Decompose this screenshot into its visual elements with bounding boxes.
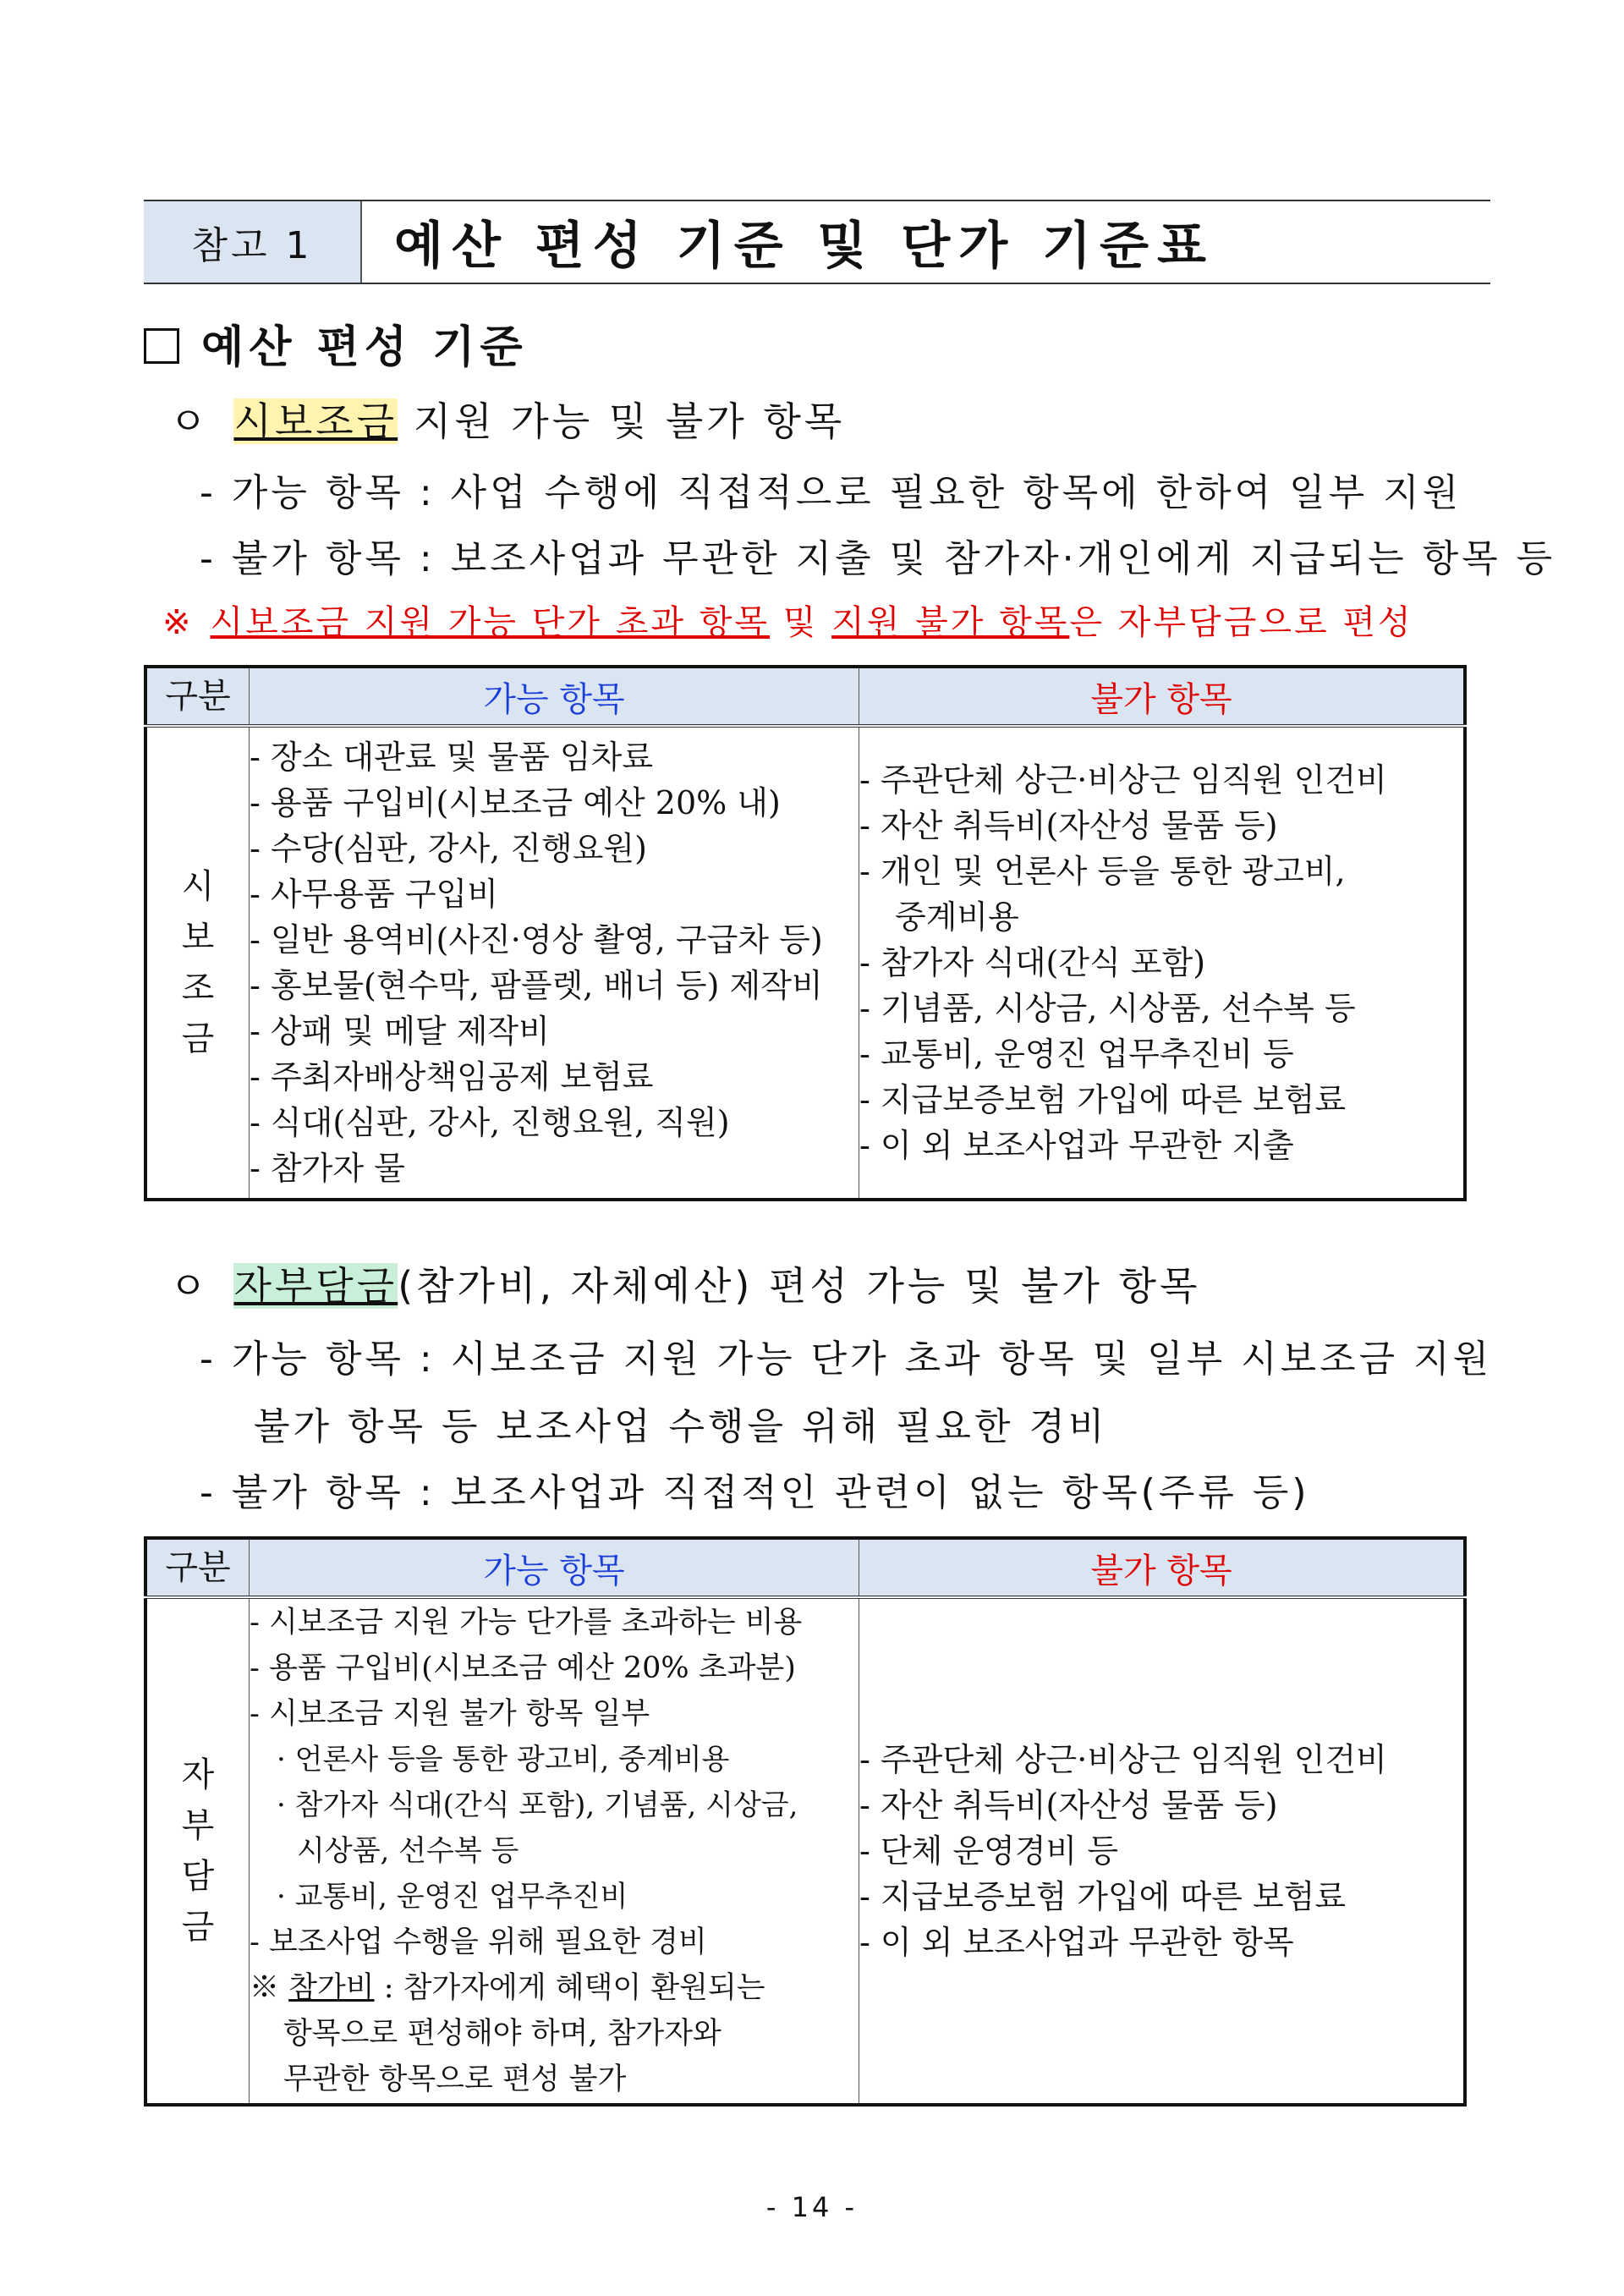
- list-item: - 상패 및 메달 제작비: [250, 1013, 550, 1050]
- part2-heading-highlight: 자부담금: [233, 1263, 398, 1309]
- part1-line2: - 불가 항목 : 보조사업과 무관한 지출 및 참가자·개인에게 지급되는 항목 등: [200, 537, 1556, 580]
- list-subitem: · 교통비, 운영진 업무추진비: [277, 1880, 628, 1914]
- table2-header-disallowed: 불가 항목: [859, 1538, 1466, 1597]
- table1-category: [145, 726, 250, 1200]
- category-char: 부: [181, 1806, 215, 1845]
- part1-heading-rest: 지원 가능 및 불가 항목: [398, 398, 846, 444]
- list-item: - 자산 취득비(자산성 물품 등): [859, 1787, 1278, 1824]
- list-item: - 참가자 식대(간식 포함): [859, 944, 1206, 981]
- checkbox-square-icon: [144, 328, 179, 364]
- section-title: [144, 311, 528, 375]
- circle-bullet-icon: ㅇ: [169, 398, 211, 444]
- list-item: - 용품 구입비(시보조금 예산 20% 초과분): [250, 1651, 796, 1685]
- category-char: 담: [181, 1857, 215, 1896]
- category-char: 금: [181, 1908, 215, 1947]
- list-item: - 자산 취득비(자산성 물품 등): [859, 807, 1278, 844]
- table2-disallowed-list: [859, 1597, 1466, 2105]
- list-item: - 개인 및 언론사 등을 통한 광고비,: [859, 853, 1346, 890]
- reference-mark-icon: ※: [162, 603, 194, 642]
- list-item: - 식대(심판, 강사, 진행요원, 직원): [250, 1104, 730, 1141]
- note-text-cont: 항목으로 편성해야 하며, 참가자와: [283, 2017, 721, 2051]
- reference-tag: 참고 1: [144, 201, 362, 283]
- list-item: - 지급보증보험 가입에 따른 보험료: [859, 1878, 1347, 1915]
- part2-line2: - 불가 항목 : 보조사업과 직접적인 관련이 없는 항목(주류 등): [200, 1471, 1310, 1514]
- list-subitem: · 참가자 식대(간식 포함), 기념품, 시상금,: [277, 1788, 798, 1822]
- part2-line1b: 불가 항목 등 보조사업 수행을 위해 필요한 경비: [254, 1405, 1108, 1448]
- table2-header-allowed: 가능 항목: [250, 1538, 859, 1597]
- note-underlined-2: 지원 불가 항목: [831, 603, 1070, 642]
- part2-heading-rest: (참가비, 자체예산) 편성 가능 및 불가 항목: [398, 1263, 1201, 1309]
- table2-allowed-list: [250, 1597, 859, 2105]
- list-item: - 사무용품 구입비: [250, 876, 498, 913]
- list-item: - 이 외 보조사업과 무관한 지출: [859, 1127, 1294, 1164]
- category-char: 금: [181, 1019, 215, 1058]
- list-item: - 용품 구입비(시보조금 예산 20% 내): [250, 784, 781, 821]
- participant-fee-note: [250, 1965, 859, 2011]
- note-underlined-1: 시보조금 지원 가능 단가 초과 항목: [210, 603, 771, 642]
- subsidy-items-table: [144, 665, 1467, 1201]
- note-label: 참가비: [288, 1971, 375, 2005]
- table1-allowed-list: [250, 726, 859, 1200]
- list-item: - 일반 용역비(사진·영상 촬영, 구급차 등): [250, 921, 823, 958]
- table2-category: [145, 1597, 250, 2105]
- list-item: - 장소 대관료 및 물품 임차료: [250, 739, 654, 776]
- note-rest: 은 자부담금으로 편성: [1069, 603, 1413, 642]
- self-funding-items-table: [144, 1536, 1467, 2106]
- category-char: 보: [181, 918, 215, 957]
- list-item: 중계비용: [895, 898, 1019, 936]
- list-item: - 시보조금 지원 가능 단가를 초과하는 비용: [250, 1606, 803, 1640]
- reference-mark-icon: ※: [250, 1971, 289, 2005]
- table1-header-allowed: 가능 항목: [250, 667, 859, 726]
- list-item: - 주최자배상책임공제 보험료: [250, 1058, 654, 1096]
- list-item: - 주관단체 상근·비상근 임직원 인건비: [859, 1741, 1387, 1778]
- list-item: - 교통비, 운영진 업무추진비 등: [859, 1035, 1294, 1073]
- part1-heading-highlight: 시보조금: [233, 398, 398, 444]
- list-subitem: 시상품, 선수복 등: [297, 1834, 519, 1868]
- list-item: - 보조사업 수행을 위해 필요한 경비: [250, 1925, 707, 1959]
- part1-line1: - 가능 항목 : 사업 수행에 직접적으로 필요한 항목에 한하여 일부 지원: [200, 471, 1462, 514]
- category-char: 조: [181, 969, 215, 1008]
- note-mid: 및: [770, 603, 832, 642]
- list-item: - 참가자 물: [250, 1150, 405, 1187]
- circle-bullet-icon: ㅇ: [169, 1263, 211, 1309]
- document-header: [144, 200, 1490, 284]
- table1-disallowed-list: [859, 726, 1466, 1200]
- category-char: 자: [181, 1755, 215, 1794]
- section-title-text: 예산 편성 기준: [201, 322, 528, 373]
- table1-header-disallowed: 불가 항목: [859, 667, 1466, 726]
- page-title: 예산 편성 기준 및 단가 기준표: [394, 217, 1215, 276]
- note-text-cont: 무관한 항목으로 편성 불가: [283, 2063, 627, 2096]
- list-item: - 홍보물(현수막, 팜플렛, 배너 등) 제작비: [250, 967, 823, 1004]
- part1-heading: [169, 391, 845, 447]
- list-item: - 시보조금 지원 불가 항목 일부: [250, 1697, 650, 1731]
- page-number: - 14 -: [765, 2191, 859, 2223]
- part2-line1: - 가능 항목 : 시보조금 지원 가능 단가 초과 항목 및 일부 시보조금 지원: [200, 1338, 1493, 1381]
- list-item: - 이 외 보조사업과 무관한 항목: [859, 1924, 1294, 1961]
- list-item: - 수당(심판, 강사, 진행요원): [250, 830, 647, 867]
- part1-note: [162, 596, 1413, 644]
- list-subitem: · 언론사 등을 통한 광고비, 중계비용: [277, 1743, 730, 1777]
- list-item: - 지급보증보험 가입에 따른 보험료: [859, 1081, 1347, 1118]
- part2-heading: [169, 1255, 1200, 1311]
- list-item: - 주관단체 상근·비상근 임직원 인건비: [859, 761, 1387, 799]
- list-item: - 기념품, 시상금, 시상품, 선수복 등: [859, 990, 1356, 1027]
- category-char: 시: [181, 867, 215, 906]
- table1-header-category: 구분: [145, 667, 250, 726]
- note-text: : 참가자에게 혜택이 환원되는: [374, 1971, 765, 2005]
- table2-header-category: 구분: [145, 1538, 250, 1597]
- list-item: - 단체 운영경비 등: [859, 1832, 1119, 1870]
